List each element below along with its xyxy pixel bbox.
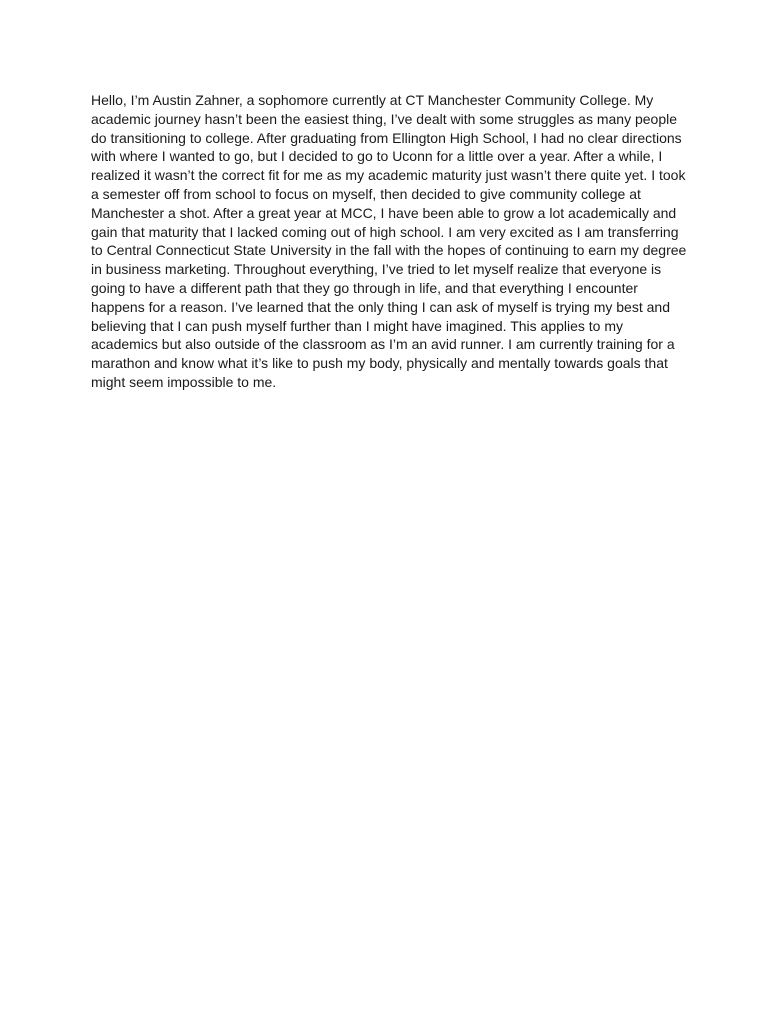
paragraph-line: Manchester a shot. After a great year at MCC, I have been able to grow a lot academically and <box>91 204 677 221</box>
paragraph-line: to Central Connecticut State University in the fall with the hopes of continuing to earn my degree <box>91 242 687 259</box>
paragraph-line: do transitioning to college. After graduating from Ellington High School, I had no clear directions <box>91 129 682 146</box>
paragraph-line: happens for a reason. I’ve learned that the only thing I can ask of myself is trying my best and <box>91 298 670 315</box>
paragraph-line: in business marketing. Throughout everything, I’ve tried to let myself realize that everyone is <box>91 261 662 278</box>
paragraph-line: academics but also outside of the classroom as I’m an avid runner. I am currently training for a <box>91 336 675 353</box>
body-paragraph <box>91 91 691 392</box>
paragraph-line: realized it wasn’t the correct fit for me as my academic maturity just wasn’t there quite yet. I took <box>91 167 686 184</box>
paragraph-line: Hello, I’m Austin Zahner, a sophomore currently at CT Manchester Community College. My <box>91 92 654 108</box>
paragraph-line: going to have a different path that they go through in life, and that everything I encounter <box>91 279 638 296</box>
paragraph-line: marathon and know what it’s like to push my body, physically and mentally towards goals that <box>91 355 668 372</box>
paragraph-line: a semester off from school to focus on myself, then decided to give community college at <box>91 185 641 202</box>
paragraph-line: gain that maturity that I lacked coming out of high school. I am very excited as I am transferring <box>91 223 679 240</box>
paragraph-line: with where I wanted to go, but I decided to go to Uconn for a little over a year. After a while, I <box>91 148 663 165</box>
paragraph-line: might seem impossible to me. <box>91 373 277 390</box>
paragraph-line: believing that I can push myself further than I might have imagined. This applies to my <box>91 317 624 334</box>
paragraph-line: academic journey hasn’t been the easiest thing, I’ve dealt with some struggles as many people <box>91 110 678 127</box>
